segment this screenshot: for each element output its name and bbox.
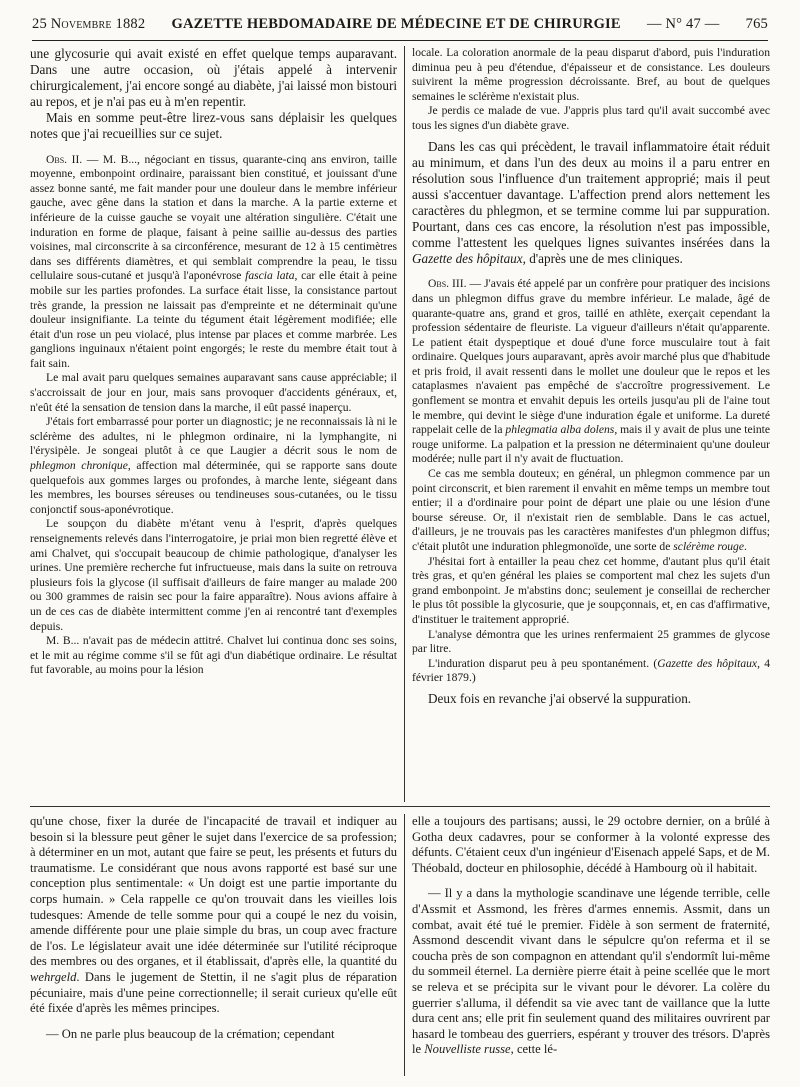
column-top-left	[30, 46, 397, 802]
spacer	[412, 267, 770, 277]
text: qu'une chose, fixer la durée de l'incapacité de travail et indiquer au besoin si la blessure peut gêner le sujet dans l'exercice de sa profession; à déterminer en un mot, autant que faire se peut, les présents et futurs du traumatisme. Le considérant que nous avons rapporté est basé sur une conception plus sentimentale: « Un doigt est une partie importante du corps humain. » Cela rappelle ce qu'on trouvait dans les vieilles lois tudesques: Amende de telle somme pour qui a coupé le nez du voisin, amende différente pour une plaie simple du bras, un coup avec fracture de l'os. Le législateur avait une idée déterminée sur l'utilité réciproque des membres ou des organes, et il établissait, d'après elle, la quantité du	[30, 814, 397, 969]
paragraph: M. B... n'avait pas de médecin attitré. Chalvet lui continua donc ses soins, et le mit au régime comme s'il se fût agi d'un diabétique ordinaire. Le résultat fut favorable, au moins pour la lésion	[30, 634, 397, 677]
paragraph: J'hésitai fort à entailler la peau chez cet homme, d'autant plus qu'il était très gras, et qu'en général les plaies se comportent mal chez les sujets d'un grand embonpoint. Je m'abstins donc; seulement je conseillai de rechercher le plus tôt possible la glycosurie, que je soupçonnais, et, en cas d'affirmative, d'instituer le traitement approprié.	[412, 554, 770, 626]
text: — Il y a dans la mythologie scandinave une légende terrible, celle d'Assmit et Assmond, les frères d'armes ennemis. Assmit, dans un combat, avait été tué le premier. Fidèle à son serment de fraternité, Assmond descendit vivant dans le sépulcre qu'on referma et il se coucha près de son compagnon en attendant qu'il s'endormît lui-même du sommeil éternel. La dernière pierre était à peine scellée que le mort se releva et se précipita sur le vivant pour le dévorer. La colère du guerrier s'alluma, il défendit sa vie avec tant de vaillance que la lutte dura cent ans; elle prit fin seulement quand des militaires ouvrirent par hasard le tombeau des guerriers, espérant y trouver des trésors. D'après le	[412, 886, 770, 1057]
italic-term: phlegmon chronique	[30, 459, 128, 473]
paragraph: une glycosurie qui avait existé en effet quelque temps auparavant. Dans une autre occasion, où j'étais appelé à intervenir chirurgicalement, j'ai encore songé au diabète, j'ai laissé mon bistouri au repos, et je n'ai pas eu à m'en repentir.	[30, 46, 397, 110]
obs-heading: Obs. III. —	[428, 277, 482, 291]
italic-term: Nouvelliste russe	[424, 1042, 511, 1057]
page-header	[32, 12, 768, 36]
journal-title: GAZETTE HEBDOMADAIRE DE MÉDECINE ET DE CHIRURGIE	[171, 15, 621, 32]
text: Dans les cas qui précèdent, le travail inflammatoire était réduit au minimum, et dans l'un des deux au moins il a paru entrer en résolution sous l'influence d'un traitement approprié; mais il peut aussi s'accentuer davantage. L'affection prend alors nettement les caractères du phlegmon, et se termine comme lui par suppuration. Pourtant, dans ces cas encore, la résolution n'est pas impossible, comme l'attestent les quelques lignes suivantes insérées dans la	[412, 138, 770, 251]
obs-text: J'étais fort embarrassé pour porter un diagnostic; je ne reconnaissais là ni le sclérème des adultes, ni le phlegmon ordinaire, ni la lymphangite, ni l'érysipèle. Je songeai plutôt à ce que Laugier a décrit sous le nom de	[30, 415, 397, 458]
section-divider	[30, 806, 770, 807]
obs-text: L'induration disparut peu à peu spontanément. (	[428, 656, 658, 670]
paragraph: Le soupçon du diabète m'étant venu à l'esprit, d'après quelques renseignements relevés dans l'interrogatoire, je priai mon bien regretté élève et ami Chalvet, qui s'occupait beaucoup de chimie pathologique, d'analyser les urines. Une première recherche fut infructueuse, mais dans la suite on retrouva plusieurs fois la glycose (il suffisait d'ailleurs de faire manger au malade 200 ou 300 grammes de raisin sec pour la faire apparaître). Nous avions affaire à un de ces cas de diabète intermittent comme j'en ai rencontré tant d'exemples depuis.	[30, 517, 397, 633]
italic-term: sclérème rouge	[673, 540, 744, 553]
issue-number: — N° 47 —	[646, 15, 720, 32]
column-top-right	[412, 46, 770, 802]
italic-term: wehrgeld	[30, 969, 77, 984]
observation-2	[30, 153, 397, 372]
paragraph	[412, 139, 770, 268]
obs-text: , affection mal déterminée, qui se rapporte sans doute quelquefois aux gommes larges ou profondes, à marche lente, siégeant dans les membres, les bourses séreuses ou tendineuses sous-cutanées, ou le tissu conjonctif sous-aponévrotique.	[30, 459, 397, 516]
paragraph: elle a toujours des partisans; aussi, le 29 octobre dernier, on a brûlé à Gotha deux cadavres, pour se conformer à la volonté expresse des défunts. C'étaient ceux d'un ingénieur d'Eisenach appelé Saps, et de M. Théobald, docteur en philosophie, décédé à Hambourg où il habitait.	[412, 814, 770, 875]
italic-term: fascia lata	[245, 269, 295, 283]
observation-3	[412, 277, 770, 467]
paragraph	[30, 415, 397, 517]
paragraph	[30, 814, 397, 1017]
paragraph: Deux fois en revanche j'ai observé la suppuration.	[428, 690, 692, 706]
obs-text: , car elle était à peine mobile sur les parties profondes. La surface était lisse, la consistance partout très grande, la pression ne laissait pas d'empreinte et ne déterminait qu'une douleur insignifiante. La teinte du tégument était légèrement modifiée; elle était d'un rose un peu violacé, plus intense par places et comme marbrée. Les ganglions inguinaux n'étaient point engorgés; le reste du membre était tout à fait sain.	[30, 269, 397, 370]
column-bottom-right	[412, 814, 770, 1076]
paragraph	[412, 467, 770, 555]
column-bottom-left	[30, 814, 397, 1076]
text: , d'après une de mes cliniques.	[522, 251, 683, 267]
obs-text: Ce cas me sembla douteux; en général, un phlegmon commence par un point circonscrit, et bien rarement il envahit en même temps un membre tout entier; il a d'ordinaire pour point de départ une plaie ou une lésion d'une bourse séreuse. Or, il n'existait rien de semblable. Dans le cas actuel, d'ailleurs, je ne trouvais pas les caractères manifestes d'un phlegmon diffus; c'était plutôt une induration phlegmonoïde, une sorte de	[412, 467, 770, 553]
paragraph: Je perdis ce malade de vue. J'appris plus tard qu'il avait succombé avec tous les signes d'un diabète grave.	[412, 104, 770, 132]
header-rule	[32, 40, 768, 41]
paragraph: Le mal avait paru quelques semaines auparavant sans cause appréciable; il s'accroissait de jour en jour, mais sans provoquer d'accidents généraux, et, n'eût été la sensation de tension dans la marche, il eût passé inaperçu.	[30, 371, 397, 414]
spacer	[30, 1017, 397, 1027]
issue-date: 25 Novembre 1882	[32, 15, 146, 32]
text: . Dans le jugement de Stettin, il ne s'agit plus de réparation pécuniaire, mais d'une peine correctionnelle; il serait curieux qu'elle eût été fixée d'après les mêmes principes.	[30, 969, 397, 1016]
italic-term: Gazette des hôpitaux	[657, 656, 758, 670]
italic-term: Gazette des hôpitaux	[412, 251, 523, 267]
column-divider	[404, 46, 405, 802]
paragraph: L'analyse démontra que les urines renfermaient 25 grammes de glycose par litre.	[412, 627, 770, 656]
column-divider	[404, 814, 405, 1076]
spacer	[412, 876, 770, 886]
obs-text: J'avais été appelé par un confrère pour pratiquer des incisions dans un phlegmon diffus grave du membre inférieur. Le malade, âgé de quarante-quatre ans, grand et gros, taillé en athlète, exerçait cependant la profession sédentaire de fleuriste. La vigueur d'ailleurs n'était qu'apparente. Le patient était dyspeptique et doué d'une force musculaire tout à fait ordinaire. Quelques jours auparavant, après avoir marché plus que d'habitude et pris froid, il avait ressenti dans le mollet une douleur que le repos et les cataplasmes n'avaient pas empêché de s'accroître progressivement. Le gonflement se montra et envahit depuis les orteils jusqu'au pli de l'aine tout le membre, qui devint le siège d'une induration égale et uniforme. La dureté rappelait celle de la	[412, 277, 770, 437]
italic-term: phlegmatia alba dolens	[505, 423, 615, 437]
paragraph	[412, 886, 770, 1058]
spacer	[30, 143, 397, 153]
page-number: 765	[745, 15, 768, 32]
paragraph: locale. La coloration anormale de la peau disparut d'abord, puis l'induration diminua peu à peu d'étendue, d'épaisseur et de consistance. Les douleurs suivirent la même progression décroissante. Bref, au bout de quelques semaines le sclérème n'existait plus.	[412, 46, 770, 103]
obs-text: .	[744, 540, 747, 553]
obs-text: , 4 février 1879.)	[412, 656, 770, 685]
paragraph: — On ne parle plus beaucoup de la crémation; cependant	[46, 1026, 335, 1041]
obs-text: , mais il y avait de plus une teinte rouge uniforme. La palpation et la pression ne déterminaient qu'une douleur modérée; nulle part il n'y avait de fluctuation.	[412, 423, 770, 466]
obs-text: M. B..., négociant en tissus, quarante-cinq ans environ, taille moyenne, embonpoint ordinaire, paraissant bien constitué, et jouissant d'une assez bonne santé, me fait mander pour une douleur dans le membre inférieur gauche, avec gêne dans la station et dans la marche. A la partie externe et inférieure de la cuisse gauche se voyait une altération singulière. C'était une induration en forme de plaque, faisant à peine saillie au-dessus des parties voisines, mal circonscrite à sa circonférence, mesurant de 12 à 15 centimètres dans ses différents diamètres, et qui semblait comprendre la peau, le tissu cellulaire sous-cutané et jusqu'à l'aponévrose	[30, 152, 397, 283]
paragraph	[412, 657, 770, 686]
obs-heading: Obs. II. —	[46, 152, 99, 166]
text: , cette lé-	[510, 1042, 558, 1057]
paragraph: Mais en somme peut-être lirez-vous sans déplaisir les quelques notes que j'ai recueillies sur ce sujet.	[30, 110, 397, 142]
